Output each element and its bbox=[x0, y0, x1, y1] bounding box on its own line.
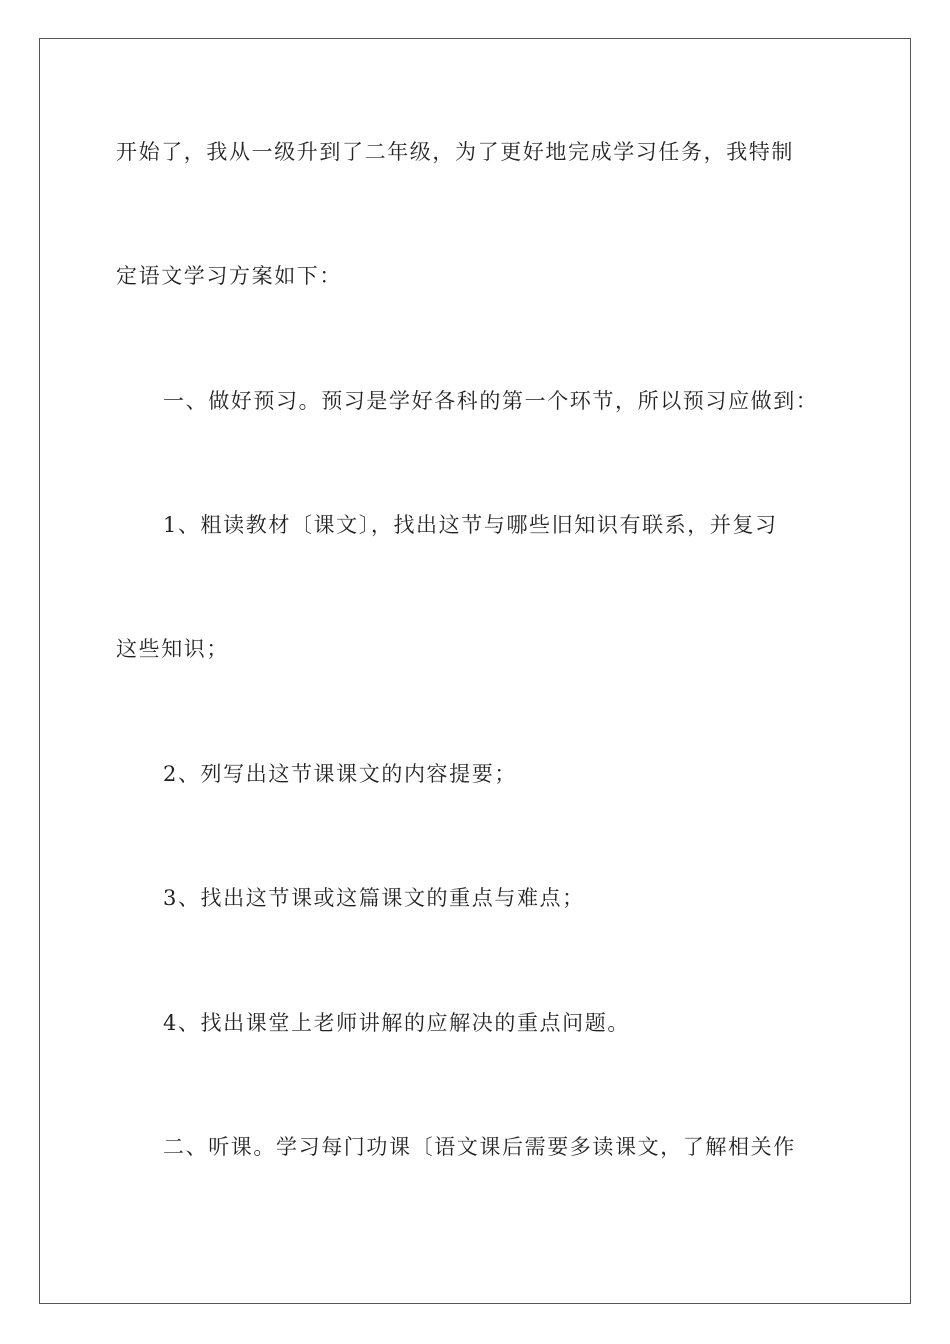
list-item-3: 3、找出这节课或这篇课文的重点与难点； bbox=[163, 886, 585, 910]
section-heading-2: 二、听课。学习每门功课〔语文课后需要多读课文，了解相关作 bbox=[163, 1135, 796, 1159]
list-item-1-continued: 这些知识； bbox=[116, 637, 229, 661]
paragraph-line-2: 定语文学习方案如下： bbox=[116, 264, 342, 288]
list-item-2: 2、列写出这节课课文的内容提要； bbox=[163, 762, 517, 786]
list-item-4: 4、找出课堂上老师讲解的应解决的重点问题。 bbox=[163, 1011, 630, 1035]
paragraph-line-1: 开始了，我从一级升到了二年级，为了更好地完成学习任务，我特制 bbox=[116, 140, 794, 164]
list-item-1: 1、粗读教材〔课文〕，找出这节与哪些旧知识有联系，并复习 bbox=[163, 513, 778, 537]
page-border bbox=[39, 38, 911, 1304]
section-heading-1: 一、做好预习。预习是学好各科的第一个环节，所以预习应做到： bbox=[163, 389, 819, 413]
